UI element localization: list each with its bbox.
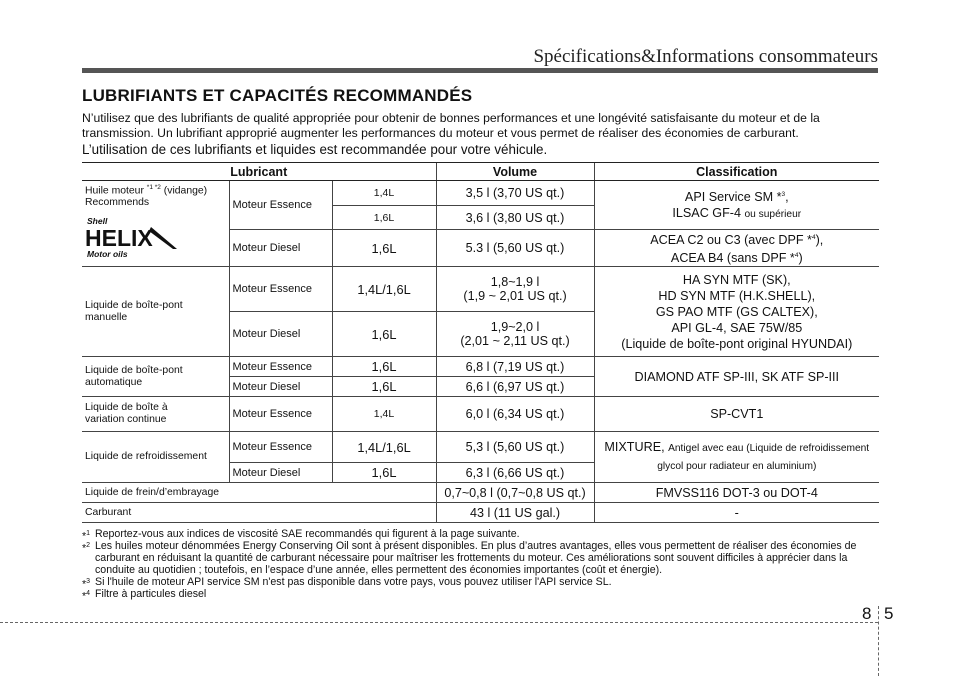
volume-value: 0,7~0,8 l (0,7~0,8 US qt.) bbox=[436, 483, 594, 503]
logo-brand: Shell bbox=[87, 216, 108, 227]
lubricant-manual-transmission: Liquide de boîte-pont manuelle bbox=[82, 267, 229, 357]
lubricant-brake-fluid: Liquide de frein/d’embrayage bbox=[82, 483, 436, 503]
intro-recommendation: L’utilisation de ces lubrifiants et liquides est recommandée pour votre véhicule. bbox=[82, 142, 548, 157]
engine-size: 1,6L bbox=[332, 312, 436, 357]
table-row bbox=[82, 503, 879, 523]
volume-value: 6,3 l (6,66 US qt.) bbox=[436, 463, 594, 483]
table-row bbox=[82, 181, 879, 206]
engine-type: Moteur Diesel bbox=[229, 377, 332, 397]
page-title: LUBRIFIANTS ET CAPACITÉS RECOMMANDÉS bbox=[82, 86, 473, 105]
footnote: *$^1$ Reportez-vous aux indices de viscosité SAE recommandés qui figurent à la page suivante. bbox=[82, 528, 520, 543]
volume-value: 43 l (11 US gal.) bbox=[436, 503, 594, 523]
footnote: *$^3$ Si l'huile de moteur API service SM n'est pas disponible dans votre pays, vous pouvez utiliser l'API service SL. bbox=[82, 576, 612, 591]
shell-helix-logo bbox=[85, 215, 179, 259]
lubricant-cvt: Liquide de boîte à variation continue bbox=[82, 397, 229, 432]
table-header-row bbox=[82, 163, 879, 181]
table-row bbox=[82, 357, 879, 377]
lubricant-table bbox=[82, 162, 879, 523]
volume-value: 1,8~1,9 l (1,9 ~ 2,01 US qt.) bbox=[436, 267, 594, 312]
intro-paragraph: N’utilisez que des lubrifiants de qualité appropriée pour obtenir de bonnes performances et une longévité satisfaisante du moteur et de la transmission. Un lubrifiant approprié augmenter les performances du moteur et vous permet de réaliser des économies de carburant. bbox=[82, 111, 820, 140]
volume-value: 6,6 l (6,97 US qt.) bbox=[436, 377, 594, 397]
table-row bbox=[82, 432, 879, 463]
page-number-divider bbox=[878, 606, 879, 676]
lubricant-coolant: Liquide de refroidissement bbox=[82, 432, 229, 483]
page-number: 5 bbox=[884, 604, 894, 623]
header-bar bbox=[82, 68, 878, 73]
engine-size: 1,4L bbox=[332, 397, 436, 432]
engine-size: 1,6L bbox=[332, 230, 436, 267]
engine-size: 1,6L bbox=[332, 206, 436, 230]
lubricant-engine-oil bbox=[82, 181, 229, 267]
classification-value: SP-CVT1 bbox=[594, 397, 879, 432]
header-lubricant: Lubricant bbox=[82, 163, 436, 181]
footnote: *$^2$ Les huiles moteur dénommées Energy Conserving Oil sont à présent disponibles. En plus d’autres avantages, elles vous permettent de réaliser des économies de carburant en réduisant la quantité de carburant nécessaire pour maîtriser les frottements du moteur. Ces améliorations sont souvent difficiles à apprécier dans la conduite au quotidien ; toutefois, en l’espace d’une année, elles permettent des économies importantes (coût et énergie). bbox=[82, 540, 857, 576]
engine-type: Moteur Essence bbox=[229, 181, 332, 230]
engine-type: Moteur Essence bbox=[229, 432, 332, 463]
chapter-number: 8 bbox=[862, 604, 872, 623]
table-row bbox=[82, 267, 879, 312]
recommends-label: Recommends bbox=[85, 197, 150, 209]
volume-value: 6,0 l (6,34 US qt.) bbox=[436, 397, 594, 432]
header-classification: Classification bbox=[594, 163, 879, 181]
volume-value: 3,5 l (3,70 US qt.) bbox=[436, 181, 594, 206]
lubricant-automatic-transmission: Liquide de boîte-pont automatique bbox=[82, 357, 229, 397]
volume-value: 5,3 l (5,60 US qt.) bbox=[436, 432, 594, 463]
engine-type: Moteur Essence bbox=[229, 357, 332, 377]
engine-size: 1,6L bbox=[332, 463, 436, 483]
engine-type: Moteur Diesel bbox=[229, 463, 332, 483]
table-row bbox=[82, 397, 879, 432]
engine-oil-qualifier: (vidange) bbox=[163, 185, 208, 197]
engine-oil-label: Huile moteur bbox=[85, 185, 144, 197]
footnotes bbox=[82, 528, 879, 603]
engine-size: 1,6L bbox=[332, 377, 436, 397]
lubricant-fuel: Carburant bbox=[82, 503, 436, 523]
classification-value: API Service SM *$^3$, ILSAC GF-4 ou supérieur bbox=[594, 181, 879, 230]
classification-value: - bbox=[594, 503, 879, 523]
section-header: Spécifications&Informations consommateurs bbox=[533, 46, 878, 67]
classification-value: ACEA C2 ou C3 (avec DPF *$^4$), ACEA B4 (sans DPF *$^4$) bbox=[594, 230, 879, 267]
volume-value: 1,9~2,0 l (2,01 ~ 2,11 US qt.) bbox=[436, 312, 594, 357]
engine-type: Moteur Diesel bbox=[229, 230, 332, 267]
logo-swoosh bbox=[149, 227, 177, 249]
header-volume: Volume bbox=[436, 163, 594, 181]
footnote: *$^4$ Filtre à particules diesel bbox=[82, 588, 207, 603]
engine-type: Moteur Diesel bbox=[229, 312, 332, 357]
engine-size: 1,4L bbox=[332, 181, 436, 206]
engine-type: Moteur Essence bbox=[229, 267, 332, 312]
classification-value: HA SYN MTF (SK), HD SYN MTF (H.K.SHELL), GS PAO MTF (GS CALTEX), API GL-4, SAE 75W/85 (Liquide de boîte-pont original HYUNDAI) bbox=[594, 267, 879, 357]
classification-value: FMVSS116 DOT-3 ou DOT-4 bbox=[594, 483, 879, 503]
classification-value: MIXTURE, Antigel avec eau (Liquide de refroidissement glycol pour radiateur en aluminium) bbox=[594, 432, 879, 483]
table-row bbox=[82, 483, 879, 503]
engine-size: 1,4L/1,6L bbox=[332, 432, 436, 463]
volume-value: 5.3 l (5,60 US qt.) bbox=[436, 230, 594, 267]
footnote-ref: *1 *2 bbox=[146, 184, 161, 191]
volume-value: 3,6 l (3,80 US qt.) bbox=[436, 206, 594, 230]
footer-divider bbox=[0, 622, 878, 623]
engine-size: 1,4L/1,6L bbox=[332, 267, 436, 312]
logo-tagline: Motor oils bbox=[87, 249, 128, 260]
engine-size: 1,6L bbox=[332, 357, 436, 377]
logo-name: HELIX bbox=[85, 225, 153, 252]
volume-value: 6,8 l (7,19 US qt.) bbox=[436, 357, 594, 377]
engine-type: Moteur Essence bbox=[229, 397, 332, 432]
classification-value: DIAMOND ATF SP-III, SK ATF SP-III bbox=[594, 357, 879, 397]
